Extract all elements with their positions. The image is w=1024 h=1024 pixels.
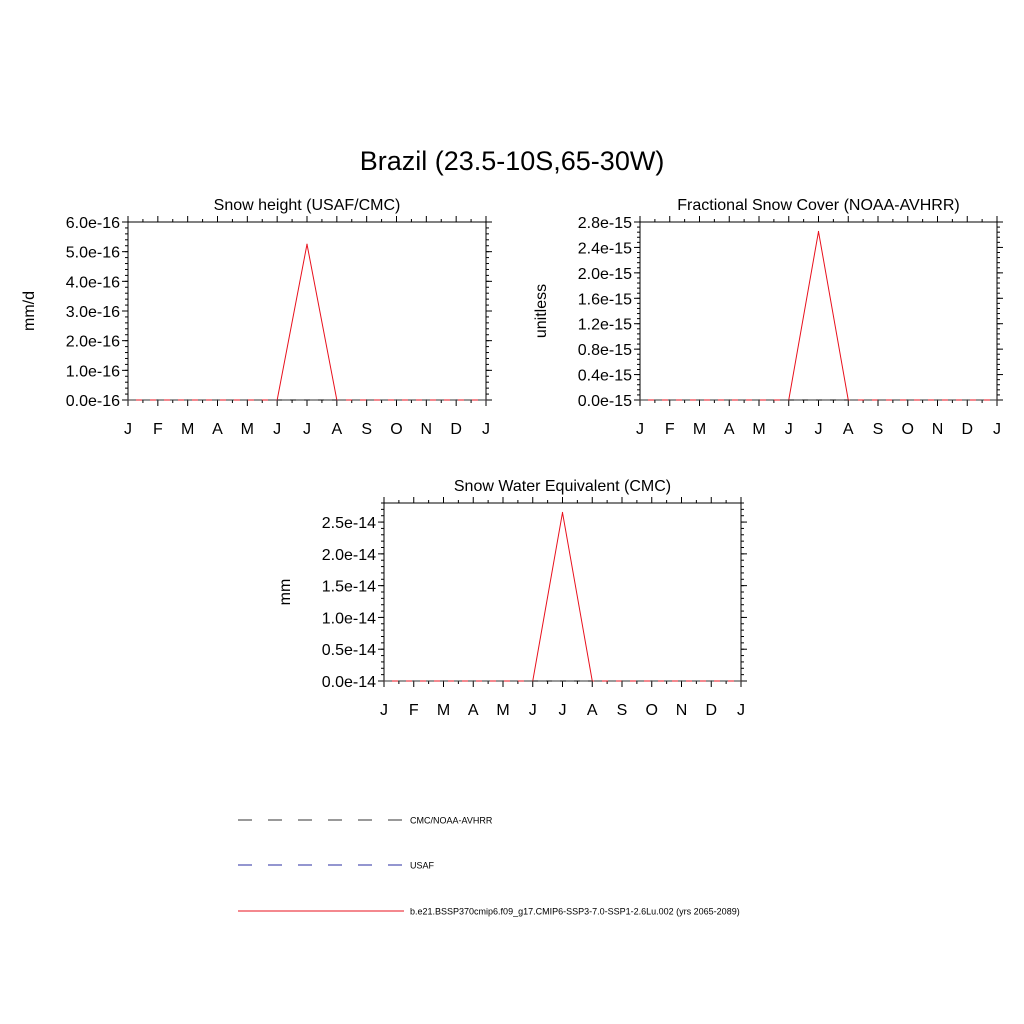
x-tick-label: J [380,702,388,719]
y-tick-label: 0.0e-14 [321,674,376,691]
x-tick-label: O [901,421,914,438]
data-point [669,399,670,400]
data-point [306,244,307,245]
y-tick-label: 2.0e-14 [321,546,376,564]
data-point [818,399,819,400]
data-point [729,399,730,400]
data-point [621,680,622,681]
y-tick-label: 2.0e-16 [65,333,120,351]
series-line-1 [128,244,486,400]
data-point [877,399,878,400]
data-point [383,680,384,681]
data-point [426,399,427,400]
x-tick-label: F [664,421,675,438]
chart-title: Snow height (USAF/CMC) [213,197,401,214]
figure-title: Brazil (23.5-10S,65-30W) [359,146,665,176]
y-tick-label: 0.0e-15 [577,393,632,410]
data-point [639,399,640,400]
series-line-1 [640,232,997,400]
y-axis-label: mm/d [21,291,38,331]
x-tick-label: A [723,421,735,438]
x-tick-label: J [558,702,567,719]
data-point [699,399,700,400]
data-point [456,399,457,400]
data-point [127,399,128,400]
legend-label: CMC/NOAA-AVHRR [410,815,493,826]
y-tick-label: 2.8e-15 [577,215,632,232]
x-tick-label: N [420,421,433,438]
y-tick-label: 1.2e-15 [577,316,632,334]
data-point [907,399,908,400]
legend-item-2 [238,861,435,871]
chart-panel-3 [277,478,747,719]
data-point [592,680,593,681]
data-point [217,399,218,400]
data-point [967,399,968,400]
y-tick-label: 1.5e-14 [321,578,376,596]
legend-label: USAF [410,860,435,871]
x-tick-label: M [692,421,707,438]
data-point [187,399,188,400]
x-tick-label: D [450,421,462,438]
x-tick-label: N [675,702,688,719]
x-tick-label: S [361,421,373,438]
x-tick-label: N [931,421,944,438]
y-tick-label: 4.0e-16 [65,274,120,292]
y-axis-label: unitless [533,283,550,339]
x-tick-label: M [181,421,195,438]
data-point [336,399,337,400]
data-point [277,399,278,400]
data-point [306,399,307,400]
chart-panel-2 [533,197,1003,438]
x-tick-label: J [482,421,490,438]
data-point [443,680,444,681]
data-point [247,399,248,400]
plot-frame [640,222,997,400]
data-point [681,680,682,681]
y-tick-label: 1.0e-16 [65,363,120,381]
data-point [937,399,938,400]
x-tick-label: J [784,421,793,438]
legend-item-3 [238,907,740,917]
x-tick-label: J [636,421,644,438]
x-tick-label: J [273,421,282,438]
y-axis-label: mm [277,578,294,606]
data-point [818,231,819,232]
x-tick-label: F [408,702,419,719]
x-tick-label: M [240,421,254,438]
chart-title: Snow Water Equivalent (CMC) [453,478,672,495]
plot-frame [128,222,486,400]
data-point [562,512,563,513]
x-tick-label: M [496,702,510,719]
x-tick-label: O [390,421,403,438]
x-tick-label: S [872,421,884,438]
data-point [157,399,158,400]
chart-panel-1 [21,197,492,438]
x-tick-label: F [152,421,163,438]
x-tick-label: J [993,421,1001,438]
x-tick-label: A [331,421,343,438]
data-point [758,399,759,400]
x-tick-label: D [961,421,974,438]
series-line-1 [384,513,741,681]
plot-frame [384,503,741,681]
y-tick-label: 0.0e-16 [65,393,120,410]
data-point [740,680,741,681]
x-tick-label: O [645,702,658,719]
y-tick-label: 0.5e-14 [321,642,376,660]
data-point [711,680,712,681]
y-tick-label: 3.0e-16 [65,304,120,321]
y-tick-label: 0.8e-15 [577,342,632,360]
x-tick-label: J [528,702,537,719]
x-tick-label: J [303,421,311,438]
x-tick-label: D [705,702,718,719]
x-tick-label: A [212,421,223,438]
y-tick-label: 1.6e-15 [577,291,632,309]
data-point [396,399,397,400]
data-point [413,680,414,681]
data-point [651,680,652,681]
x-tick-label: S [616,702,628,719]
y-tick-label: 0.4e-15 [577,367,632,385]
data-point [473,680,474,681]
y-tick-label: 2.5e-14 [321,515,376,533]
x-tick-label: A [586,702,598,719]
data-point [502,680,503,681]
x-tick-label: A [842,421,854,438]
x-tick-label: J [814,421,823,438]
data-point [532,680,533,681]
x-tick-label: J [737,702,745,719]
x-tick-label: J [124,421,132,438]
legend-label: b.e21.BSSP370cmip6.f09_g17.CMIP6-SSP3-7.0-SSP1-2.6Lu.002 (yrs 2065-2089) [410,906,740,917]
y-tick-label: 6.0e-16 [65,215,120,232]
y-tick-label: 5.0e-16 [65,244,120,262]
chart-title: Fractional Snow Cover (NOAA-AVHRR) [677,197,960,214]
data-point [562,680,563,681]
y-tick-label: 1.0e-14 [321,610,376,628]
x-tick-label: A [467,702,479,719]
data-point [485,399,486,400]
data-point [996,399,997,400]
y-tick-label: 2.4e-15 [577,240,632,258]
x-tick-label: M [752,421,766,438]
data-point [788,399,789,400]
x-tick-label: M [436,702,451,719]
data-point [848,399,849,400]
legend-item-1 [238,816,493,826]
y-tick-label: 2.0e-15 [577,265,632,283]
data-point [366,399,367,400]
